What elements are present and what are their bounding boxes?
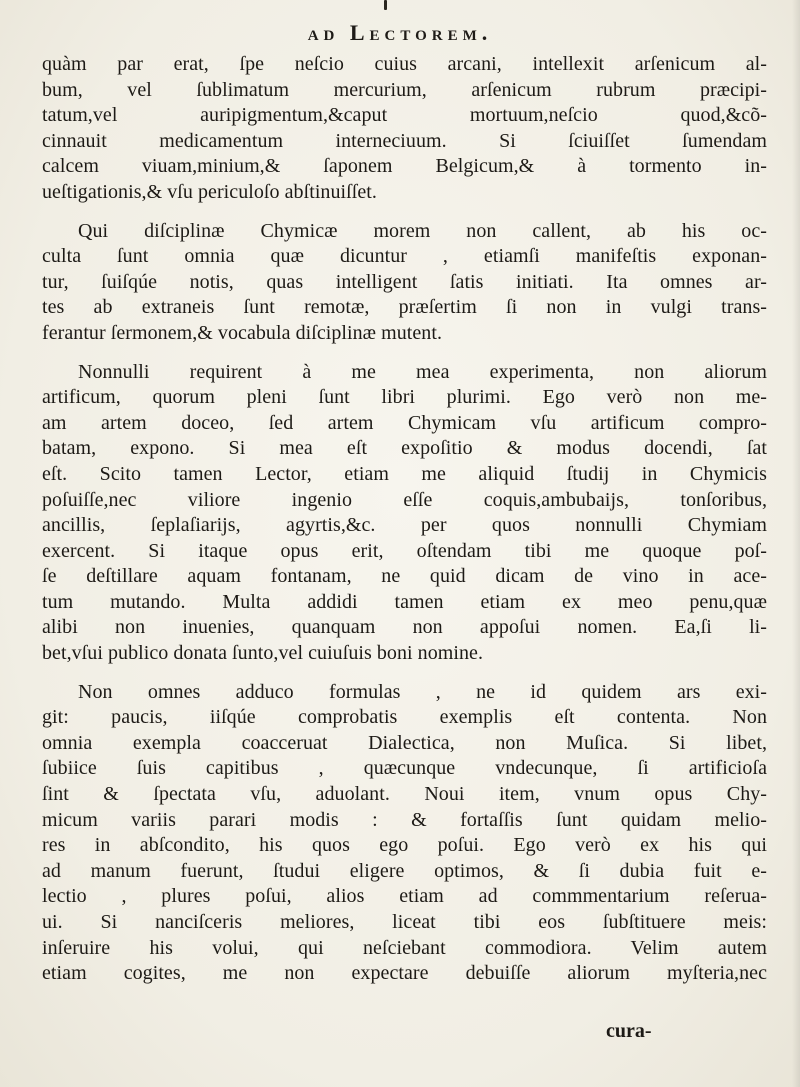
paragraph-gap — [42, 347, 767, 360]
text-line: ancillis, ſeplaſiarijs, agyrtis,&c. per quos nonnulli Chymiam — [42, 514, 767, 537]
text-line: ſint & ſpectata vſu, aduolant. Noui item, vnum opus Chy- — [42, 783, 767, 806]
text-line: ad manum fuerunt, ſtudui eligere optimos, & ſi dubia fuit e- — [42, 859, 767, 882]
text-line: micum variis parari modis : & fortaſſis ſunt quidam melio- — [42, 808, 767, 831]
body-text — [42, 52, 767, 987]
text-line: calcem viuam,minium,& ſaponem Belgicum,& à tormento in- — [42, 155, 767, 178]
text-line: tatum,vel auripigmentum,&caput mortuum,neſcio quod,&cõ- — [42, 104, 767, 127]
text-line: git: paucis, iiſqúe comprobatis exemplis eſt contenta. Non — [42, 706, 767, 729]
text-line: tes ab extraneis ſunt remotæ, præſertim ſi non in vulgi trans- — [42, 296, 767, 319]
catchword: cura- — [606, 1020, 652, 1042]
text-line: tur, ſuiſqúe notis, quas intelligent ſatis initiati. Ita omnes ar- — [42, 270, 767, 293]
text-line: inſeruire his volui, qui neſciebant commodiora. Velim autem — [42, 936, 767, 959]
text-line: eſt. Scito tamen Lector, etiam me aliquid ſtudij in Chymicis — [42, 462, 767, 485]
text-line: Non omnes adduco formulas , ne id quidem ars exi- — [78, 680, 767, 703]
text-line: tum mutando. Multa addidi tamen etiam ex meo penu,quæ — [42, 590, 767, 613]
text-line: exercent. Si itaque opus erit, oſtendam tibi me quoque poſ- — [42, 539, 767, 562]
text-line: ſe deſtillare aquam fontanam, ne quid dicam de vino in ace- — [42, 565, 767, 588]
text-line: res in abſcondito, his quos ego poſui. Ego verò ex his qui — [42, 834, 767, 857]
text-line: Qui diſciplinæ Chymicæ morem non callent, ab his oc- — [78, 219, 767, 242]
text-line: omnia exempla coacceruat Dialectica, non Muſica. Si libet, — [42, 731, 767, 754]
ink-speck — [384, 0, 387, 10]
text-line: alibi non inuenies, quanquam non appoſui nomen. Ea,ſi li- — [42, 616, 767, 639]
text-line: artificum, quorum pleni ſunt libri plurimi. Ego verò non me- — [42, 386, 767, 409]
running-head: ad Lectorem. — [307, 20, 493, 45]
text-line: bet,vſui publico donata ſunto,vel cuiuſuis boni nomine. — [42, 642, 484, 665]
paragraph — [42, 219, 767, 347]
text-line: ferantur ſermonem,& vocabula diſciplinæ mutent. — [42, 321, 443, 344]
text-line: bum, vel ſublimatum mercurium, arſenicum rubrum præcipi- — [42, 78, 767, 101]
text-line: quàm par erat, ſpe neſcio cuius arcani, intellexit arſenicum al- — [42, 53, 767, 75]
page-edge-shadow — [792, 0, 800, 1087]
text-line: poſuiſſe,nec viliore ingenio eſſe coquis,ambubaijs, tonſoribus, — [42, 488, 767, 511]
text-line: ui. Si nanciſceris meliores, liceat tibi eos ſubſtituere meis: — [42, 911, 767, 933]
text-line: batam, expono. Si mea eſt expoſitio & modus docendi, ſat — [42, 437, 767, 460]
text-line: Nonnulli requirent à me mea experimenta, non aliorum — [78, 360, 767, 383]
text-line: cinnauit medicamentum interneciuum. Si ſciuiſſet ſumendam — [42, 129, 767, 152]
paragraph-gap — [42, 206, 767, 219]
text-line: am artem doceo, ſed artem Chymicam vſu artificum compro- — [42, 411, 767, 434]
paragraph — [42, 52, 767, 206]
paragraph-gap — [42, 667, 767, 680]
paragraph — [42, 680, 767, 987]
text-line: culta ſunt omnia quæ dicuntur , etiamſi manifeſtis exponan- — [42, 245, 767, 268]
text-line: ueſtigationis,& vſu periculoſo abſtinuiſſet. — [42, 180, 377, 203]
paragraph — [42, 360, 767, 667]
text-line: lectio , plures poſui, alios etiam ad commmentarium reſerua- — [42, 885, 767, 908]
text-line: ſubiice ſuis capitibus , quæcunque vndecunque, ſi artificioſa — [42, 757, 767, 780]
text-line: etiam cogites, me non expectare debuiſſe aliorum myſteria,nec — [42, 962, 767, 985]
